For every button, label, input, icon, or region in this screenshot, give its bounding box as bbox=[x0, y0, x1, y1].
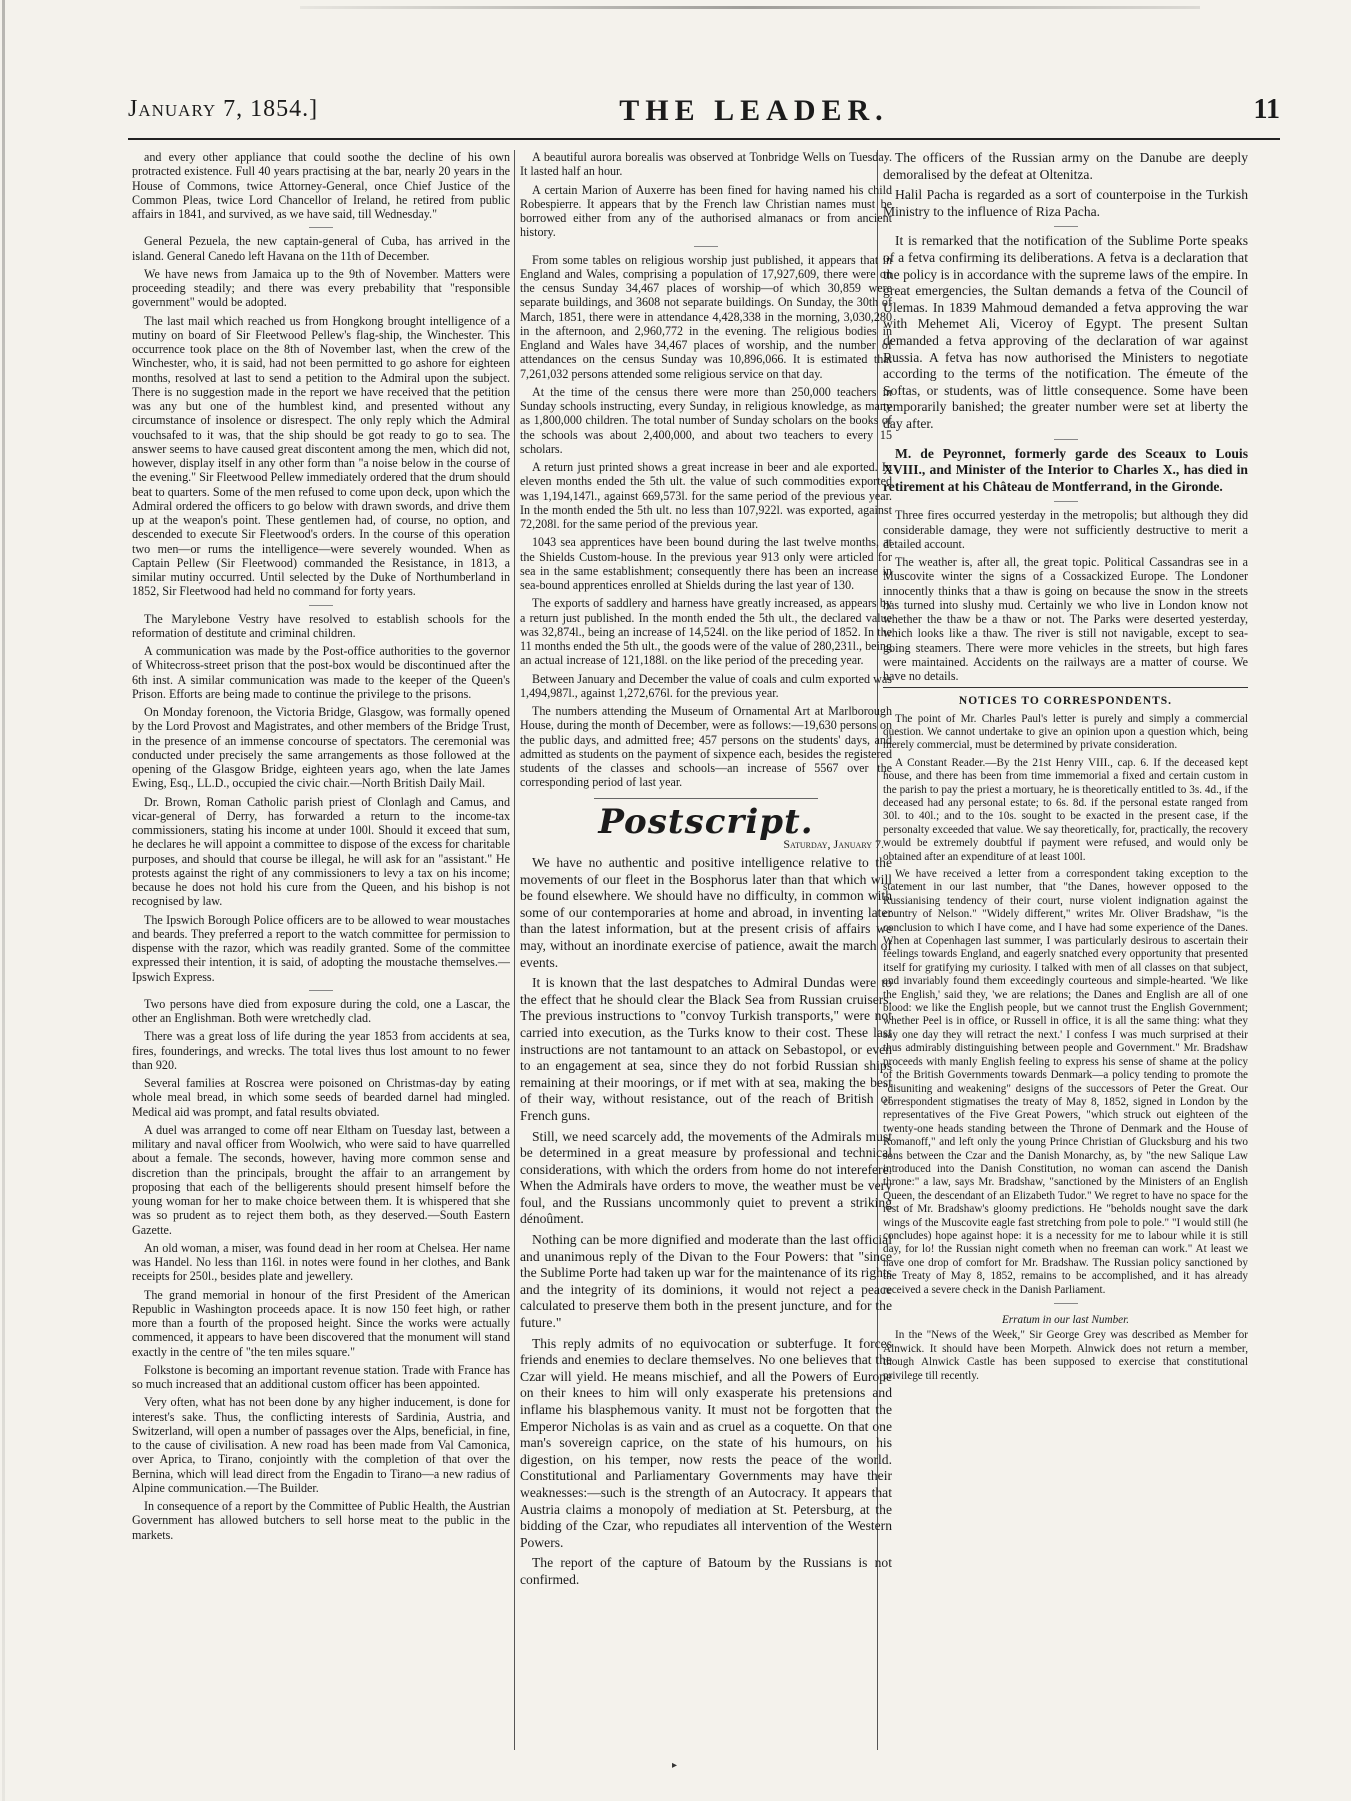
column-2 bbox=[520, 150, 892, 1790]
column-1 bbox=[132, 150, 510, 1790]
paragraph: Very often, what has not been done by any higher inducement, is done for interest's sake. Thus, the conflicting interests of Sardinia, Austria, and Switzerland, will open a number of passages over the Alps, beneficial, in fine, to the cause of civilisation. A new road has been made from Val Camonica, over Aprica, to Tirano, conjointly with the completion of that over the Bernina, which will lead direct from the Engadin to Tirano—a new radius of Alpine communication.—The Builder. bbox=[132, 1395, 510, 1495]
paragraph: Between January and December the value of coals and culm exported was 1,494,987l., against 1,272,676l. for the previous year. bbox=[520, 671, 892, 700]
section-rule bbox=[883, 687, 1248, 688]
paragraph: Three fires occurred yesterday in the metropolis; but although they did considerable damage, they were not sufficiently destructive to merit a detailed account. bbox=[883, 508, 1248, 551]
paragraph: An old woman, a miser, was found dead in her room at Chelsea. Her name was Handel. No less than 116l. in notes were found in her clothes, and Bank receipts for 250l., besides plate and jewellery. bbox=[132, 1240, 510, 1284]
column-3 bbox=[883, 150, 1248, 1790]
paragraph: A return just printed shows a great increase in beer and ale exported. In eleven months ended the 5th ult. the value of such commodities exported was 1,194,147l., against 669,573l. for the same period of the previous year. In the month ended the 5th ult. no less than 107,922l. was exported, against 72,208l. for the same period of the previous year. bbox=[520, 460, 892, 531]
paragraph: A communication was made by the Post-office authorities to the governor of Whitecross-street prison that the post-box would be discontinued after the 6th inst. A similar communication was made to the keeper of the Queen's Prison. Efforts are being made to continue the privilege to the prisons. bbox=[132, 644, 510, 701]
paragraph: Halil Pacha is regarded as a sort of counterpoise in the Turkish Ministry to the influence of Riza Pacha. bbox=[883, 187, 1248, 219]
paragraph: We have news from Jamaica up to the 9th of November. Matters were proceeding steadily; and there was every prebability that "responsible government" would be adopted. bbox=[132, 266, 510, 310]
separator bbox=[1054, 501, 1078, 502]
paragraph: Still, we need scarcely add, the movements of the Admirals must be determined in a great measure by professional and technical considerations, with which the orders from home do not interefere. When the Admirals have orders to move, the weather must be very foul, and the Russians uncommonly quiet to prevent a striking dénoûment. bbox=[520, 1128, 892, 1227]
paragraph: A duel was arranged to come off near Eltham on Tuesday last, between a military and naval officer from Woolwich, who were said to have quarrelled about a female. The seconds, however, having more common sense and discretion than the principals, brought the affair to an arrangement by proposing that each of the belligerents should present himself before the young woman for her to make choice between them. It is whispered that she was so prudent as to reject them both, as they deserved.—South Eastern Gazette. bbox=[132, 1122, 510, 1237]
separator bbox=[1054, 1303, 1078, 1304]
paragraph: M. de Peyronnet, formerly garde des Sceaux to Louis XVIII., and Minister of the Interior to Charles X., has died in retirement at his Château de Montferrand, in the Gironde. bbox=[883, 445, 1248, 494]
separator bbox=[694, 246, 718, 247]
separator bbox=[1054, 226, 1078, 227]
separator bbox=[309, 990, 333, 991]
paragraph: This reply admits of no equivocation or subterfuge. It forces friends and enemies to declare themselves. No one believes that the Czar will yield. He means mischief, and all the Powers of Europe on their knees to him will only exasperate his pretensions and inflame his blasphemous vanity. It must not be forgotten that the Emperor Nicholas is as vain and as cruel as a coquette. On that one man's sovereign caprice, on the state of his humours, on his digestion, on his temper, now rests the peace of the world. Constitutional and Parliamentary Governments may have their weaknesses:—such is the strength of an Autocracy. It appears that Austria claims a monopoly of mediation at St. Petersburg, at the bidding of the Czar, who repudiates all intervention of the Western Powers. bbox=[520, 1335, 892, 1550]
page-number: 11 bbox=[1253, 94, 1280, 125]
masthead-rule bbox=[128, 138, 1280, 140]
erratum-heading: Erratum in our last Number. bbox=[1001, 1314, 1130, 1326]
newspaper-title: THE LEADER. bbox=[619, 94, 889, 127]
paragraph: A beautiful aurora borealis was observed at Tonbridge Wells on Tuesday. It lasted half an hour. bbox=[520, 150, 892, 179]
paragraph: The last mail which reached us from Hongkong brought intelligence of a mutiny on board of Sir Fleetwood Pellew's flag-ship, the Winchester. This occurrence took place on the 8th of November last, when the crew of the Winchester, who, it is said, had not been permitted to go ashore for eighteen months, resolved at last to send a petition to the Admiral upon the subject. There is no suggestion made in the report we have received that the petition was any but one of the humblest kind, and presented without any circumstance of insolence or disrespect. The only reply which the Admiral vouchsafed to it was, that the ship should be got ready to go to sea. The answer seems to have caused great discontent among the men, which did not, however, display itself in any other form than "a noise below in the course of the evening." Sir Fleetwood Pellew immediately ordered that the drum should beat to quarters. Some of the men refused to come upon deck, upon which the Admiral ordered the officers to go below with drawn swords, and drive them up at the weapon's point. These gentlemen had, of course, no option, and descended to execute Sir Fleetwood's orders. In the course of this operation two men—or rums the intelligence—were severely wounded. When as Captain Pellew (Sir Fleetwood) commanded the Resistance, in 1813, a similar mutiny occurred. Until selected by the Duke of Northumberland in 1852, Sir Fleetwood had held no command for forty years. bbox=[132, 313, 510, 599]
postscript-heading: Postscript. bbox=[598, 801, 814, 842]
paragraph: The numbers attending the Museum of Ornamental Art at Marlborough House, during the month of December, were as follows:—19,630 persons on the public days, and admitted free; 457 persons on the students' days, and admitted as students on the payment of sixpence each, besides the registered students of the classes and schools—an increase of 5567 over the corresponding period of last year. bbox=[520, 704, 892, 790]
masthead bbox=[128, 92, 1280, 136]
paragraph: We have no authentic and positive intelligence relative to the movements of our fleet in the Bosphorus later than that which will be found elsewhere. We should have no difficulty, in common with some of our contemporaries at home and abroad, in inventing later than the latest information, but at the present crisis of affairs we may, without an inordinate exercise of patience, await the march of events. bbox=[520, 855, 892, 970]
issue-date: January 7, 1854.] bbox=[128, 96, 319, 122]
paragraph: Nothing can be more dignified and moderate than the last official and unanimous reply of the Divan to the Four Powers: that "since the Sublime Porte had taken up war for the maintenance of its rights and the integrity of its dominions, it would not reject a peace calculated to preserve them both in the present juncture, and for the future." bbox=[520, 1232, 892, 1331]
paragraph: The grand memorial in honour of the first President of the American Republic in Washington proceeds apace. It is now 150 feet high, or rather more than a fourth of the proposed height. Since the works were actually commenced, it appears to have been discovered that the monument will stand exactly in the centre of "the ten miles square." bbox=[132, 1287, 510, 1359]
notice-item: The point of Mr. Charles Paul's letter is purely and simply a commercial question. We cannot undertake to give an opinion upon a question which, being merely commercial, must be determined by private consideration. bbox=[883, 712, 1248, 752]
column-divider bbox=[514, 150, 515, 1750]
paragraph: The Ipswich Borough Police officers are to be allowed to wear moustaches and beards. They preferred a report to the watch committee for permission to dispense with the razor, which was readily granted. Some of the committee expressed their intention, it is said, of adopting the moustache themselves.—Ipswich Express. bbox=[132, 912, 510, 984]
scan-mark: ▸ bbox=[672, 1760, 678, 1771]
separator bbox=[1054, 439, 1078, 440]
paragraph: A certain Marion of Auxerre has been fined for having named his child Robespierre. It appears that by the French law Christian names must be borrowed either from any of the authorised almanacs or from ancient history. bbox=[520, 182, 892, 240]
paragraph: Two persons have died from exposure during the cold, one a Lascar, the other an Englishman. Both were wretchedly clad. bbox=[132, 996, 510, 1025]
notice-item: We have received a letter from a correspondent taking exception to the statement in our last number, that "the Danes, however opposed to the Russianising tendency of their court, nurse violent indignation against the country of Nelson." "Widely different," writes Mr. Oliver Bradshaw, "is the conclusion to which I have come, and I have had some experience of the Danes. When at Copenhagen last summer, I was particularly desirous to ascertain their feelings towards England, and eagerly snatched every opportunity that presented itself for gratifying my curiosity. I talked with men of all classes on that subject, and invariably found them exceedingly courteous and simple-hearted. 'We like the English,' said they, 'we are relations; the Danes and English are all of one blood: we like the English people, but we cannot trust the English Government; whether Peel is in office, or Russell in office, it is all the same thing: what they say one day they will retract the next.' I confess I was much surprised at their thus admirably distinguishing between people and Government." Mr. Bradshaw proceeds with manly English feeling to express his sense of shame at the policy of the British Governments towards Denmark—a policy tending to promote the "disuniting and weakening" designs of the successors of Peter the Great. Our correspondent stigmatises the treaty of May 8, 1852, signed in London by the representatives of the Five Great Powers, "which struck out eighteen of the twenty-one heads standing between the Throne of Denmark and the House of Romanoff," and left only the young Prince Christian of Glucksburg and his two sons between the Czar and the Danish Monarchy, as, by "the new Salique Law introduced into the Danish Constitution, no woman can ascend the Danish throne:" a law, says Mr. Bradshaw, "sanctioned by the Ministers of an English Queen, the descendant of an Elizabeth Tudor." We regret to have no space for the rest of Mr. Bradshaw's gloomy predictions. He "beholds nought save the dark wings of the Muscovite eagle fast stretching from pole to pole." "I would still (he concludes) hope against hope: it is a necessity for me to labour while it is still day, for lo! the Russian night cometh when no freeman can work." At least we have one drop of comfort for Mr. Bradshaw. The Russian policy sanctioned by the Treaty of May 8, 1852, remains to be accomplished, and it has already received a severe check in the Danish Parliament. bbox=[883, 868, 1248, 1296]
paragraph: Folkstone is becoming an important revenue station. Trade with France has so much increased that an additional custom officer has been appointed. bbox=[132, 1362, 510, 1391]
paragraph: There was a great loss of life during the year 1853 from accidents at sea, fires, founderings, and wrecks. The total lives thus lost amount to no fewer than 920. bbox=[132, 1029, 510, 1072]
erratum-text: In the "News of the Week," Sir George Grey was described as Member for Alnwick. It should have been Morpeth. Alnwick does not return a member, though Alnwick Castle has been supposed to exercise that constitutional privilege till recently. bbox=[883, 1329, 1248, 1382]
separator bbox=[309, 605, 333, 606]
notice-item: A Constant Reader.—By the 21st Henry VIII., cap. 6. If the deceased kept house, and there has been from time immemorial a fixed and certain custom in the parish to pay the priest a mortuary, he is theoretically entitled to 3s. 4d., if the deceased had any personal estate; to 6s. 8d. if the personal estate ranged from 30l. to 40l.; and to the 10s. sought to be exacted in the present case, if the personalty exceeded that value. We say theoretically, for, practically, the recovery would be extremely doubtful if payment were refused, and would only be obtained after an expenditure of at least 100l. bbox=[883, 756, 1248, 863]
scan-left-edge bbox=[2, 0, 5, 1801]
paragraph: Several families at Roscrea were poisoned on Christmas-day by eating whole meal bread, in which some seeds of bearded darnel had mingled. Medical aid was prompt, and fatal results obviated. bbox=[132, 1076, 510, 1119]
paragraph: The report of the capture of Batoum by the Russians is not confirmed. bbox=[520, 1555, 892, 1587]
paragraph: On Monday forenoon, the Victoria Bridge, Glasgow, was formally opened by the Lord Provost and Magistrates, and other members of the Bridge Trust, in the presence of an immense concourse of spectators. The ceremonial was conducted under precisely the same arrangements as those followed at the opening of the Glasgow Bridge, eighteen years ago, when the late James Ewing, Esq., LL.D., occupied the civic chair.—North British Daily Mail. bbox=[132, 705, 510, 791]
paragraph: From some tables on religious worship just published, it appears that in England and Wales, comprising a population of 17,927,609, there were on the census Sunday 34,467 places of worship—of which 30,859 were separate buildings, and 3608 not separate buildings. On Sunday, the 30th of March, 1851, there were in attendance 4,428,338 in the morning, 3,030,280 in the afternoon, and 2,960,772 in the evening. The religious bodies in England and Wales have 34,467 places of worship, and the number of attendances on the census Sunday was 10,896,066. It is estimated that 7,261,032 persons attended some religious service on that day. bbox=[520, 252, 892, 381]
scan-top-edge bbox=[300, 6, 1200, 9]
section-rule bbox=[594, 798, 817, 799]
paragraph: At the time of the census there were more than 250,000 teachers in Sunday schools instructing, every Sunday, in religious knowledge, as many as 1,800,000 children. The total number of Sunday scholars on the books of the schools was about 2,400,000, and about two teachers to every 15 scholars. bbox=[520, 384, 892, 456]
separator bbox=[309, 227, 333, 228]
paragraph: 1043 sea apprentices have been bound during the last twelve months, at the Shields Custom-house. In the previous year 913 only were articled for sea in the same establishment; consequently there has been an increase in sea-bound apprentices enrolled at Shields during the last year of 130. bbox=[520, 535, 892, 592]
paragraph: The weather is, after all, the great topic. Political Cassandras see in a Muscovite winter the signs of a Cossackized Europe. The Londoner innocently thinks that a thaw is going on because the snow in the streets has turned into slushy mud. Certainly we who live in London know not whether the thaw be a thaw or not. The Parks were deserted yesterday, which looks like a thaw. The river is still not navigable, except to sea-going steamers. There were more vehicles in the streets, but high fares were maintained. Accidents on the railways are a matter of course. We have no details. bbox=[883, 555, 1248, 684]
paragraph: In consequence of a report by the Committee of Public Health, the Austrian Government has allowed butchers to sell horse meat to the public in the markets. bbox=[132, 1499, 510, 1542]
paragraph: It is remarked that the notification of the Sublime Porte speaks of a fetva confirming its deliberations. A fetva is a declaration that the policy is in accordance with the supreme laws of the empire. In great emergencies, the Sultan demands a fetva of the Council of Ulemas. In 1839 Mahmoud demanded a fetva approving the war with Mehemet Ali, Viceroy of Egypt. The present Sultan demanded a fetva approving of the declaration of war against Russia. A fetva has now authorised the Ministers to negotiate according to the terms of the notification. The émeute of the Softas, or students, was of little consequence. Some have been temporarily banished; the greater number were set at liberty the day after. bbox=[883, 233, 1248, 431]
paragraph: The Marylebone Vestry have resolved to establish schools for the reformation of destitute and criminal children. bbox=[132, 611, 510, 640]
paragraph: General Pezuela, the new captain-general of Cuba, has arrived in the island. General Canedo left Havana on the 11th of December. bbox=[132, 234, 510, 263]
postscript-dateline: Saturday, January 7. bbox=[783, 836, 884, 851]
paragraph: It is known that the last despatches to Admiral Dundas were to the effect that he should clear the Black Sea from Russian cruisers. The previous instructions to "convoy Turkish transports," were not carried into execution, as the Turks know to their cost. These last instructions are not tantamount to an attack on Sebastopol, or even to an engagement at sea, since they do not forbid Russian ships remaining at their moorings, or if met with at sea, making the best of their way, without resistance, out of the reach of British or French guns. bbox=[520, 975, 892, 1123]
paragraph: and every other appliance that could soothe the decline of his own protracted existence. Full 40 years practising at the bar, nearly 20 years in the House of Commons, twice Attorney-General, once Chief Justice of the Common Pleas, twice Lord Chancellor of Ireland, he retired from public affairs in 1841, and survived, as we have said, till Wednesday." bbox=[132, 150, 510, 221]
paragraph: The exports of saddlery and harness have greatly increased, as appears by a return just published. In the month ended the 5th ult., the declared value was 32,874l., being an increase of 14,524l. on the like period of 1852. In the 11 months ended the 5th ult., the goods were of the value of 280,231l., being an actual increase of 121,188l. on the like period of the preceding year. bbox=[520, 596, 892, 668]
paragraph: The officers of the Russian army on the Danube are deeply demoralised by the defeat at Oltenitza. bbox=[883, 150, 1248, 182]
notices-heading: NOTICES TO CORRESPONDENTS. bbox=[958, 695, 1173, 708]
paragraph: Dr. Brown, Roman Catholic parish priest of Clonlagh and Camus, and vicar-general of Derry, has forwarded a return to the income-tax commissioners, stating his income at under 100l. Should it exceed that sum, he declares he will appoint a committee to dispose of the excess for charitable purposes, and should that course be illegal, he will ask for an "assistant." He protests against the right of any commissioners to levy a tax on his income; because he does not hold his cure from the Queen, and his bishop is not recognised by law. bbox=[132, 794, 510, 909]
